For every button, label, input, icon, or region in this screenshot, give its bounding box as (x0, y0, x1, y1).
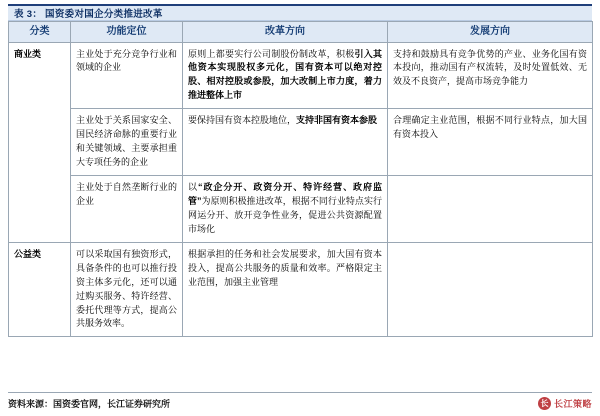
row-reform-natural-monopoly (183, 176, 388, 243)
column-header-development: 发展方向 (388, 22, 593, 43)
row-reform-national-security (183, 109, 388, 176)
column-header-category: 分类 (9, 22, 71, 43)
brand-mark-icon: 长 (538, 397, 551, 410)
row-function-fully-competitive: 主业处于充分竞争行业和领域的企业 (71, 42, 183, 109)
column-header-reform: 改革方向 (183, 22, 388, 43)
column-header-function: 功能定位 (71, 22, 183, 43)
brand-logo (538, 397, 592, 410)
row-development-national-security: 合理确定主业范围，根据不同行业特点，加大国有资本投入 (388, 109, 593, 176)
row-function-national-security: 主业处于关系国家安全、国民经济命脉的重要行业和关键领域、主要承担重大专项任务的企业 (71, 109, 183, 176)
reform-text-bold-2: 资本可以绝对控股、相对控股或参股， (188, 62, 382, 87)
reform-text-plain-1: 以 (188, 182, 198, 192)
page-title: 表 3： 国资委对国企分类推进改革 (14, 9, 163, 20)
brand-name: 长江策略 (553, 399, 592, 409)
table-row (9, 42, 593, 109)
table-header-row (9, 22, 593, 43)
row-reform-public-welfare: 根据承担的任务和社会发展要求，加大国有资本投入，提高公共服务的质量和效率。严格限定主业范围，加强主业管理 (183, 242, 388, 337)
row-reform-fully-competitive (183, 42, 388, 109)
table-footer (8, 392, 592, 410)
row-function-natural-monopoly: 主业处于自然垄断行业的企业 (71, 176, 183, 243)
reform-text-bold-2: 资本参股 (341, 115, 378, 126)
reform-text-plain-2: 为原则积极推进改革，根据不同行业特点实行网运分开、放开竞争性业务，促进公共资源配置市场化 (188, 195, 382, 234)
table-row (9, 242, 593, 337)
source-note: 资料来源：国资委官网，长江证券研究所 (8, 399, 171, 409)
reform-text-bold-1: 支持非国有 (296, 115, 342, 126)
reform-text-bold-1: 引入其他资本实现股权多元化，国有 (188, 48, 382, 73)
row-development-natural-monopoly (388, 176, 593, 243)
reform-text-bold-3: 加大改制上市力度，着力推进整体上市 (188, 76, 382, 101)
reform-text-plain: 要保持国有资本控股地位， (188, 115, 297, 126)
row-category-public-welfare: 公益类 (9, 242, 71, 337)
table-title-bar (8, 4, 592, 21)
classification-table (8, 21, 593, 337)
row-category-commercial: 商业类 (9, 42, 71, 242)
row-development-public-welfare (388, 242, 593, 337)
reform-text-plain: 原则上都要实行公司制股份制改革，积极 (188, 48, 355, 59)
row-function-public-welfare: 可以采取国有独资形式，具备条件的也可以推行投资主体多元化，还可以通过购买服务、特许经营、委托代理等方式，提高公共服务效率。 (71, 242, 183, 337)
table-row (9, 109, 593, 176)
reform-text-bold-1: “政企分开、政资分开、特许经营、政府监管” (188, 182, 382, 206)
row-development-fully-competitive: 支持和鼓励具有竞争优势的产业、业务化国有资本投向，推动国有产权流转，及时处置低效、无效及不良资产，提高市场竞争能力 (388, 42, 593, 109)
table-row (9, 176, 593, 243)
